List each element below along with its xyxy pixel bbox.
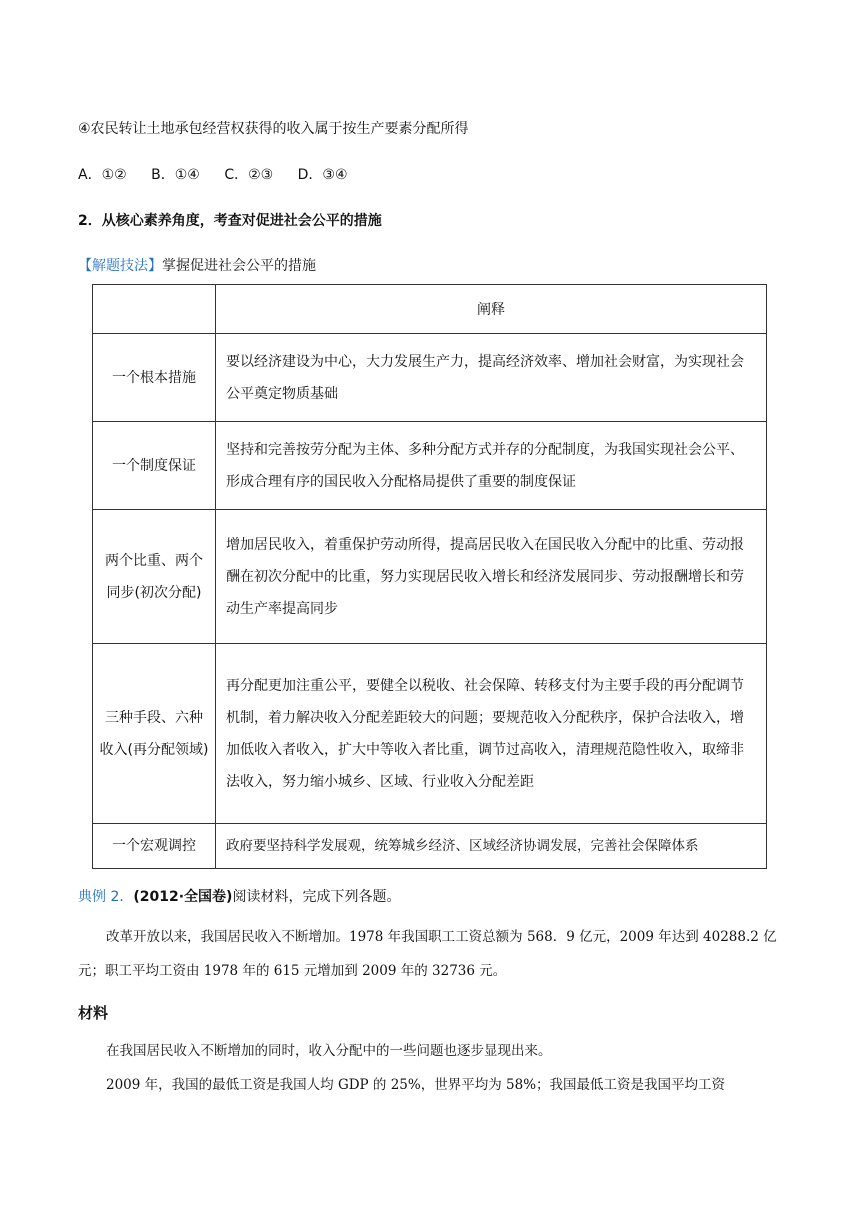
table-header-blank [93,285,216,334]
example-source: (2012·全国卷) [133,889,233,905]
row-category: 三种手段、六种收入(再分配领域) [93,644,216,824]
table-row [93,510,767,644]
row-explanation: 再分配更加注重公平，要健全以税收、社会保障、转移支付为主要手段的再分配调节机制，着力解决收入分配差距较大的问题；要规范收入分配秩序，保护合法收入，增加低收入者收入，扩大中等收入者比重，调节过高收入，清理规范隐性收入，取缔非法收入，努力缩小城乡、区域、行业收入分配差距 [216,644,767,824]
option-a[interactable]: A．①② [78,167,127,183]
answer-options [78,164,368,184]
example-heading [78,886,400,906]
table-row [93,422,767,510]
intro-paragraph: 改革开放以来，我国居民收入不断增加。1978 年我国职工工资总额为 568．9 亿元，2009 年达到 40288.2 亿元；职工平均工资由 1978 年的 615 元增加到 2009 年的 32736 元。 [78,929,777,979]
row-explanation: 政府要坚持科学发展观，统筹城乡经济、区域经济协调发展，完善社会保障体系 [216,824,767,869]
row-category: 两个比重、两个同步(初次分配) [93,510,216,644]
method-text: 掌握促进社会公平的措施 [162,258,316,274]
option-d[interactable]: D．③④ [297,167,348,183]
row-category: 一个制度保证 [93,422,216,510]
option-b[interactable]: B．①④ [151,167,200,183]
row-category: 一个根本措施 [93,334,216,422]
option-c[interactable]: C．②③ [224,167,274,183]
table-row [93,334,767,422]
material-line-1: 在我国居民收入不断增加的同时，收入分配中的一些问题也逐步显现出来。 [106,1043,552,1059]
method-line [78,255,316,275]
table-header-row [93,285,767,334]
row-category: 一个宏观调控 [93,824,216,869]
row-explanation: 要以经济建设为中心，大力发展生产力，提高经济效率、增加社会财富，为实现社会公平奠定物质基础 [216,334,767,422]
table-row [93,824,767,869]
table-header-explanation: 阐释 [216,285,767,334]
statement-4: ④农民转让土地承包经营权获得的收入属于按生产要素分配所得 [78,121,469,137]
row-explanation: 增加居民收入，着重保护劳动所得，提高居民收入在国民收入分配中的比重、劳动报酬在初次分配中的比重，努力实现居民收入增长和经济发展同步、劳动报酬增长和劳动生产率提高同步 [216,510,767,644]
row-explanation: 坚持和完善按劳分配为主体、多种分配方式并存的分配制度，为我国实现社会公平、形成合理有序的国民收入分配格局提供了重要的制度保证 [216,422,767,510]
table-row [93,644,767,824]
section-2-title: 2．从核心素养角度，考查对促进社会公平的措施 [78,213,382,229]
measures-table [92,284,767,869]
method-tag: 【解题技法】 [78,258,162,274]
example-label: 典例 2． [78,889,134,905]
material-line-2: 2009 年，我国的最低工资是我国人均 GDP 的 25%，世界平均为 58%；我国最低工资是我国平均工资 [106,1077,726,1093]
material-label: 材料 [78,1004,109,1022]
example-instruction: 阅读材料，完成下列各题。 [232,889,401,905]
